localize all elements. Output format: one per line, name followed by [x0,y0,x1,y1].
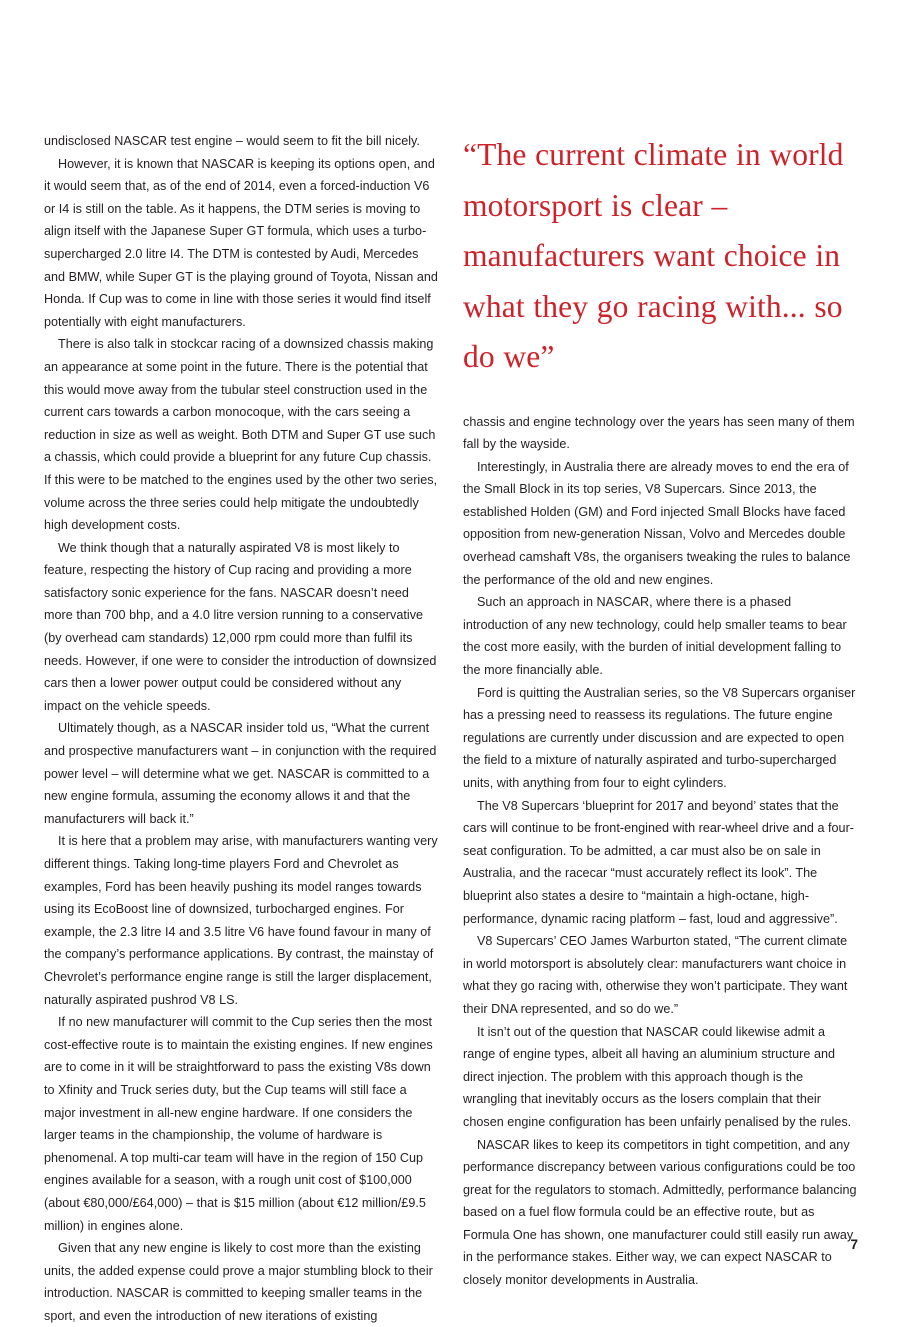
pull-quote [463,130,858,383]
paragraph: We think though that a naturally aspirated V8 is most likely to feature, respecting the history of Cup racing and providing a more satisfactory sonic experience for the fans. NASCAR doesn’t need more than 700 bhp, and a 4.0 litre version running to a conservative (by overhead cam standards) 12,000 rpm could more than fulfil its needs. However, if one were to consider the introduction of downsized cars then a lower power output could be considered without any impact on the vehicle speeds. [44,540,437,713]
paragraph: chassis and engine technology over the years has seen many of them fall by the wayside. [463,414,855,452]
paragraph: It isn’t out of the question that NASCAR could likewise admit a range of engine types, albeit all having an aluminium structure and direct injection. The problem with this approach though is the wrangling that inevitably occurs as the losers complain that their chosen engine configuration has been unfairly penalised by the rules. [463,1024,852,1129]
paragraph: V8 Supercars’ CEO James Warburton stated, “The current climate in world motorsport is absolutely clear: manufacturers want choice in what they go racing with, otherwise they won’t participate. They want their DNA represented, and so do we.” [463,934,848,1016]
paragraph: Interestingly, in Australia there are already moves to end the era of the Small Block in its top series, V8 Supercars. Since 2013, the established Holden (GM) and Ford injected Small Blocks have faced opposition from new-generation Nissan, Volvo and Mercedes double overhead camshaft V8s, the organisers tweaking the rules to balance the performance of the old and new engines. [463,459,851,587]
right-column-body [463,411,858,1292]
paragraph: Such an approach in NASCAR, where there is a phased introduction of any new technology, could help smaller teams to bear the cost more easily, with the burden of initial development falling to the more financially able. [463,595,847,678]
two-column-layout [44,130,858,1323]
left-column [44,130,439,1327]
paragraph: Ford is quitting the Australian series, so the V8 Supercars organiser has a pressing need to reassess its regulations. The future engine regulations are currently under discussion and are expected to open the field to a mixture of naturally aspirated and turbo-supercharged units, with anything from four to eight cylinders. [463,685,856,790]
pull-quote-text: “The current climate in world motorsport is clear – manufacturers want choice in what they go racing with... so do we” [463,137,844,374]
paragraph: undisclosed NASCAR test engine – would seem to fit the bill nicely. [44,134,420,148]
paragraph: It is here that a problem may arise, with manufacturers wanting very different things. Taking long-time players Ford and Chevrolet as examples, Ford has been heavily pushing its model ranges towards using its EcoBoost line of downsized, turbocharged engines. For example, the 2.3 litre I4 and 3.5 litre V6 have found favour in many of the company’s performance applications. By contrast, the mainstay of Chevrolet’s performance engine range is still the larger displacement, naturally aspirated pushrod V8 LS. [44,834,438,1007]
paragraph: Ultimately though, as a NASCAR insider told us, “What the current and prospective manufacturers want – in conjunction with the required power level – will determine what we get. NASCAR is committed to a new engine formula, assuming the economy allows it and that the manufacturers will back it.” [44,721,437,826]
left-column-body [44,130,439,1327]
right-column [463,130,858,1292]
paragraph: There is also talk in stockcar racing of a downsized chassis making an appearance at some point in the future. There is the potential that this would move away from the tubular steel construction used in the current cars towards a carbon monocoque, with the cars seeing a reduction in size as well as weight. Both DTM and Super GT use such a chassis, which could provide a blueprint for any future Cup chassis. If this were to be matched to the engines used by the other two series, volume across the three series could help mitigate the undoubtedly high development costs. [44,337,438,533]
paragraph: However, it is known that NASCAR is keeping its options open, and it would seem that, as of the end of 2014, even a forced-induction V6 or I4 is still on the table. As it happens, the DTM series is moving to align itself with the Japanese Super GT formula, which uses a turbo-supercharged 2.0 litre I4. The DTM is contested by Audi, Mercedes and BMW, while Super GT is the playing ground of Toyota, Nissan and Honda. If Cup was to come in line with those series it would find itself potentially with eight manufacturers. [44,156,438,329]
paragraph: NASCAR likes to keep its competitors in tight competition, and any performance discrepancy between various configurations could be too great for the regulators to stomach. Admittedly, performance balancing based on a fuel flow formula could be an effective route, but as Formula One has shown, one manufacturer could still easily run away in the performance stakes. Either way, we can expect NASCAR to closely monitor developments in Australia. [463,1137,857,1288]
paragraph: If no new manufacturer will commit to the Cup series then the most cost-effective route is to maintain the existing engines. If new engines are to come in it will be straightforward to pass the existing V8s down to Xfinity and Truck series duty, but the Cup teams will still face a major investment in all-new engine hardware. If one considers the larger teams in the championship, the volume of hardware is phenomenal. A top multi-car team will have in the region of 150 Cup engines available for a season, with a rough unit cost of $100,000 (about €80,000/£64,000) – that is $15 million (about €12 million/£9.5 million) in engines alone. [44,1015,433,1233]
paragraph: Given that any new engine is likely to cost more than the existing units, the added expense could prove a major stumbling block to their introduction. NASCAR is committed to keeping smaller teams in the sport, and even the introduction of new iterations of existing [44,1241,433,1323]
paragraph: The V8 Supercars ‘blueprint for 2017 and beyond’ states that the cars will continue to be front-engined with rear-wheel drive and a four-seat configuration. To be admitted, a car must also be on sale in Australia, and the racecar “must accurately reflect its look”. The blueprint also states a desire to “maintain a high-octane, high-performance, dynamic racing platform – fast, loud and aggressive”. [463,798,855,926]
page-number: 7 [850,1237,858,1252]
